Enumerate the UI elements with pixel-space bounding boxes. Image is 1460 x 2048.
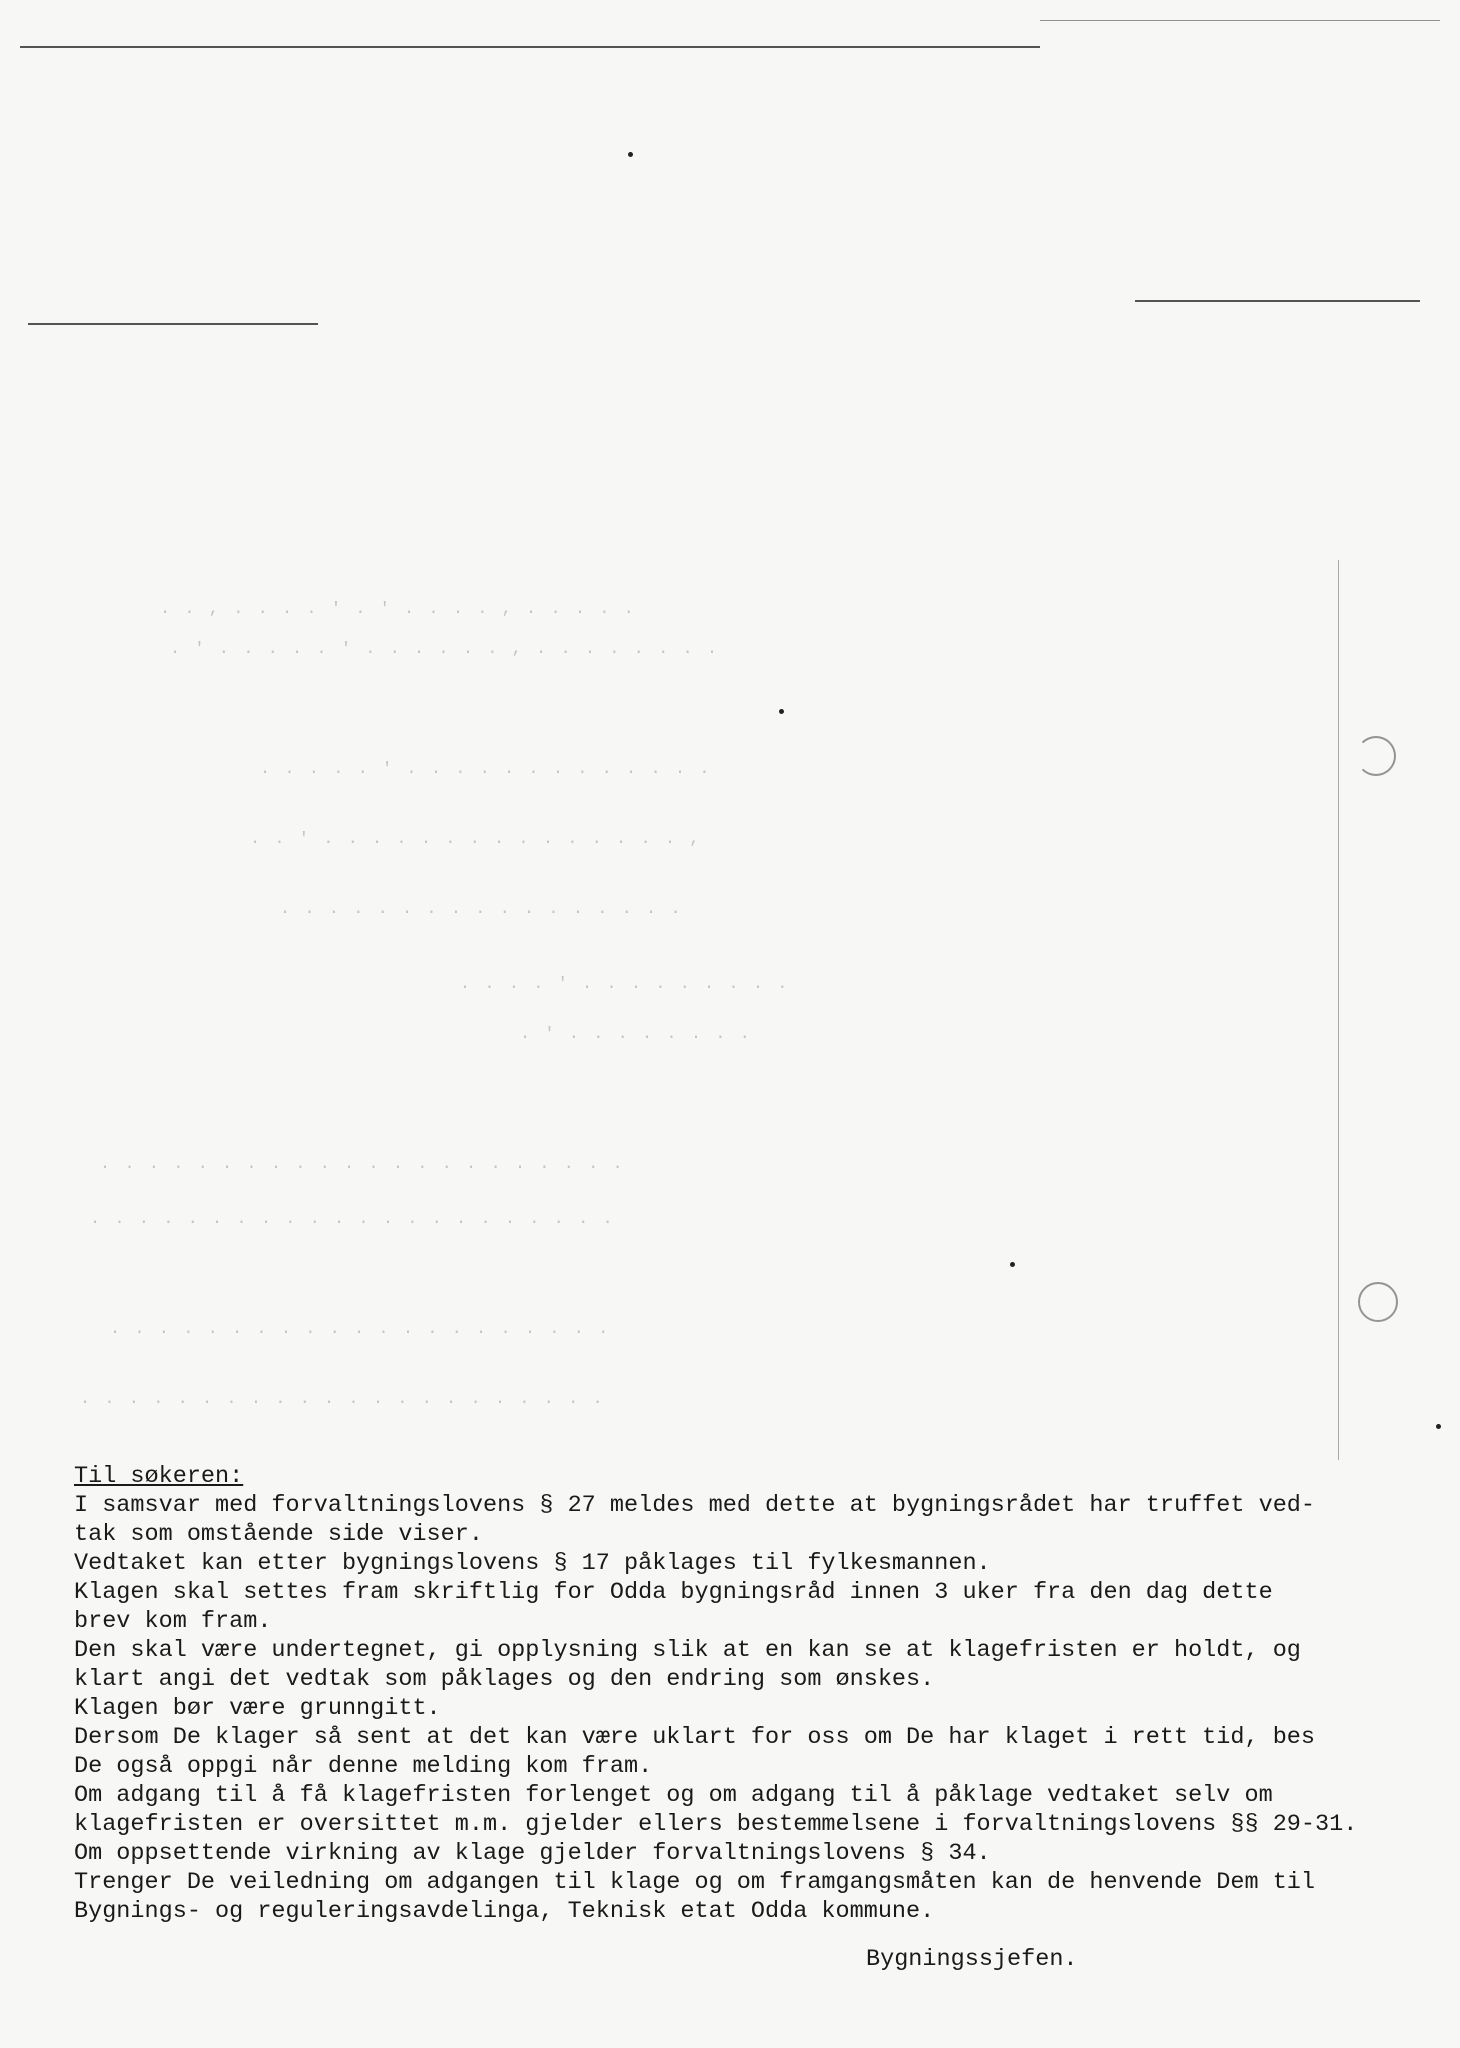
notice-line: Om adgang til å få klagefristen forlenget og om adgang til å påklage vedtaket selv om (74, 1782, 1273, 1809)
notice-line: Trenger De veiledning om adgangen til klage og om framgangsmåten kan de henvende Dem til (74, 1869, 1316, 1896)
margin-line (1338, 560, 1339, 1460)
bleed-through: . ' . . . . . ' . . . . . . , . . . . . . . . (170, 640, 720, 659)
bleed-through: . . . . . . . . . . . . . . . . . (280, 900, 683, 919)
notice-line: Om oppsettende virkning av klage gjelder forvaltningslovens § 34. (74, 1840, 991, 1867)
notice-heading: Til søkeren: (74, 1463, 244, 1490)
notice-line: Vedtaket kan etter bygningslovens § 17 påklages til fylkesmannen. (74, 1550, 991, 1577)
notice-line: De også oppgi når denne melding kom fram. (74, 1753, 653, 1780)
bleed-through: . . ' . . . . . . . . . . . . . . . , (250, 830, 702, 849)
bleed-through: . . . . . . . . . . . . . . . . . . . . . . (80, 1390, 605, 1409)
notice-line: brev kom fram. (74, 1608, 272, 1635)
bleed-through: . . . . . . . . . . . . . . . . . . . . . . (100, 1155, 625, 1174)
notice-to-applicant (74, 1462, 1414, 1926)
notice-line: Dersom De klager så sent at det kan være uklart for oss om De har klaget i rett tid, bes (74, 1724, 1316, 1751)
ink-speck (628, 152, 633, 157)
bleed-through: . . , . . . . ' . ' . . . . , . . . . . (160, 600, 636, 619)
notice-line: Den skal være undertegnet, gi opplysning slik at en kan se at klagefristen er holdt, og (74, 1637, 1301, 1664)
notice-line: I samsvar med forvaltningslovens § 27 meldes med dette at bygningsrådet har truffet ved- (74, 1492, 1316, 1519)
notice-line: klagefristen er oversittet m.m. gjelder ellers bestemmelsene i forvaltningslovens §§ 29-31. (74, 1811, 1358, 1838)
bleed-through: . . . . . . . . . . . . . . . . . . . . . (110, 1320, 611, 1339)
notice-line: klart angi det vedtak som påklages og den endring som ønskes. (74, 1666, 935, 1693)
top-rule-right (1040, 20, 1440, 21)
notice-line: Bygnings- og reguleringsavdelinga, Teknisk etat Odda kommune. (74, 1898, 935, 1925)
header-rule-left (28, 323, 318, 325)
bleed-through: . ' . . . . . . . . (520, 1025, 752, 1044)
notice-line: Klagen skal settes fram skriftlig for Odda bygningsråd innen 3 uker fra den dag dette (74, 1579, 1273, 1606)
ink-speck (1436, 1424, 1441, 1429)
bleed-through: . . . . ' . . . . . . . . . (460, 975, 790, 994)
signature: Bygningssjefen. (866, 1946, 1078, 1973)
bleed-through: . . . . . ' . . . . . . . . . . . . . (260, 760, 712, 779)
punch-hole-icon (1356, 736, 1396, 776)
ink-speck (1010, 1262, 1015, 1267)
ink-speck (779, 709, 784, 714)
bleed-through: . . . . . . . . . . . . . . . . . . . . . . (90, 1210, 615, 1229)
punch-hole-icon (1358, 1282, 1398, 1322)
notice-line: Klagen bør være grunngitt. (74, 1695, 441, 1722)
top-rule (20, 46, 1040, 48)
notice-line: tak som omstående side viser. (74, 1521, 483, 1548)
header-rule-right (1135, 300, 1420, 302)
